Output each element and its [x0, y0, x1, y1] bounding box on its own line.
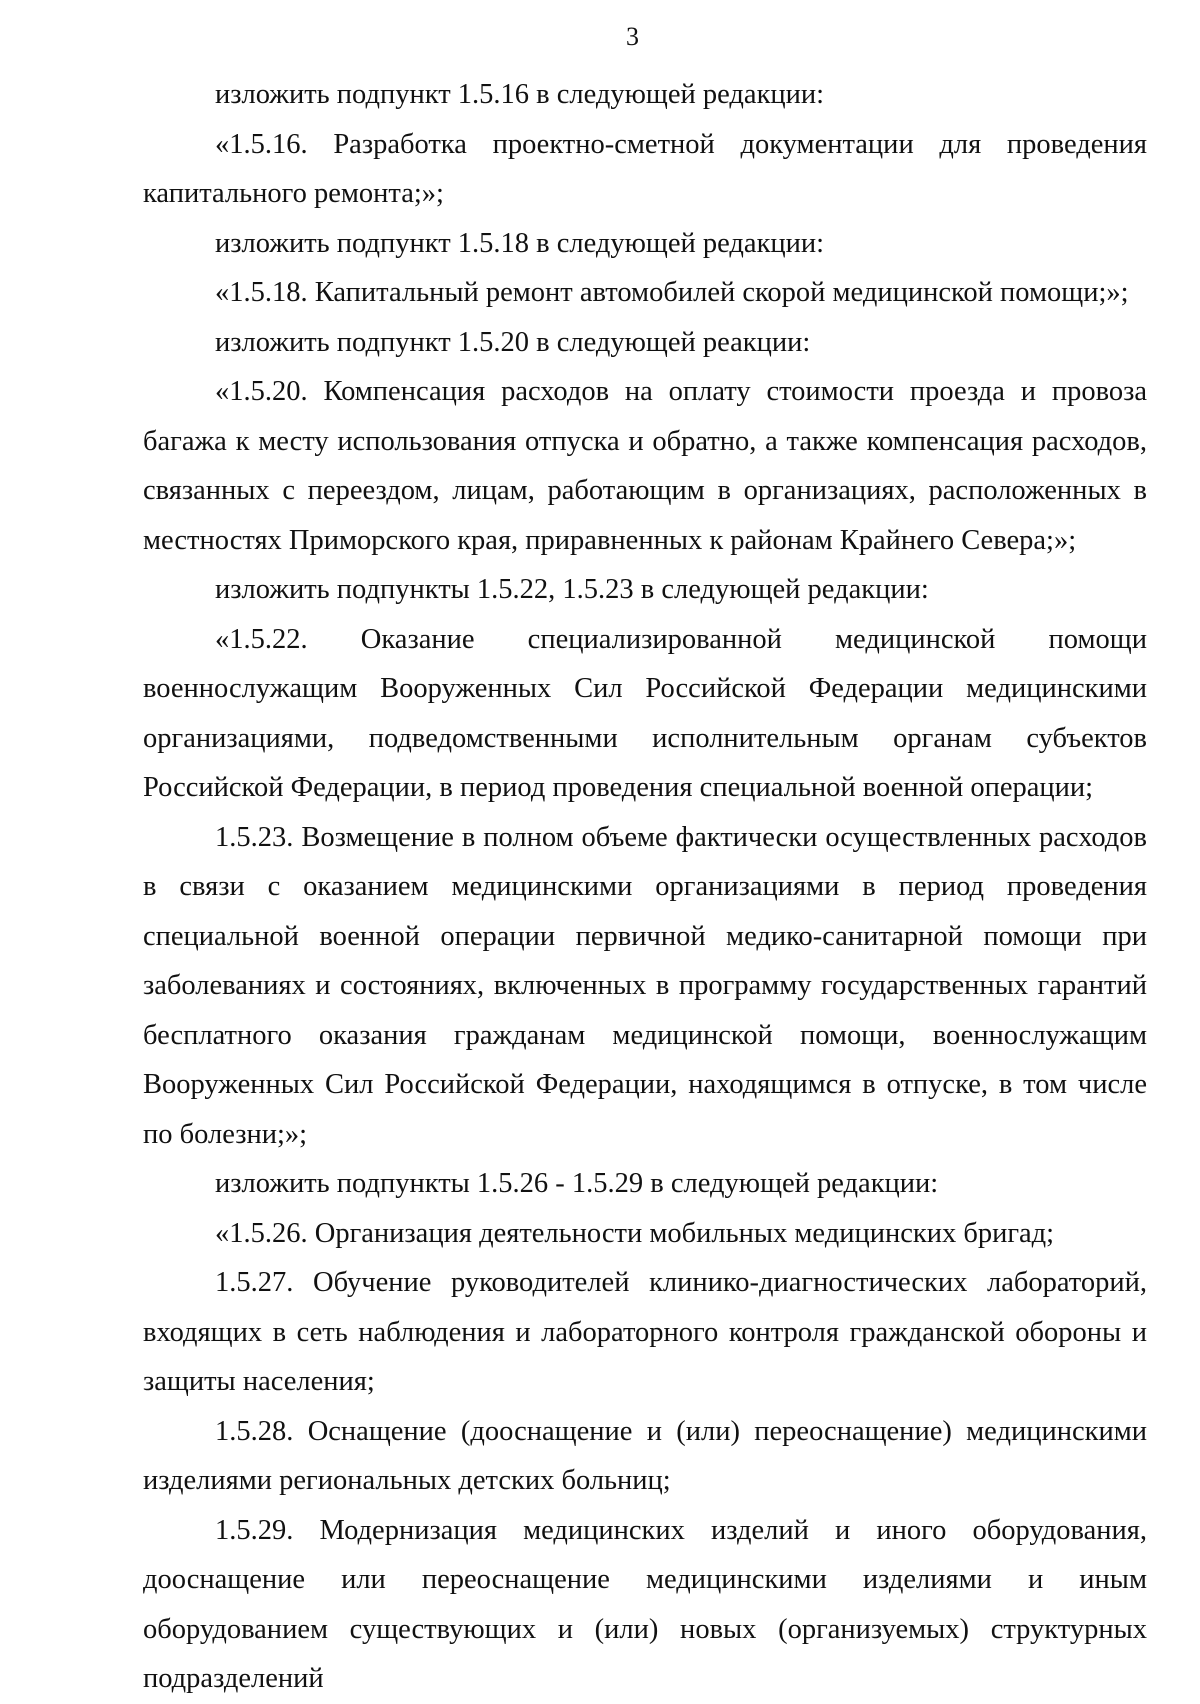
page-number: 3: [626, 22, 639, 51]
paragraph: 1.5.27. Обучение руководителей клинико-диагностических лабораторий, входящих в сеть наблюдения и лабораторного контроля гражданской обороны и защиты населения;: [143, 1267, 1147, 1397]
paragraph: «1.5.18. Капитальный ремонт автомобилей скорой медицинской помощи;»;: [215, 277, 1129, 308]
document-body: [143, 70, 1147, 1704]
paragraph: изложить подпункты 1.5.22, 1.5.23 в следующей редакции:: [215, 574, 929, 605]
paragraph: изложить подпункт 1.5.18 в следующей редакции:: [215, 227, 825, 259]
paragraph: «1.5.20. Компенсация расходов на оплату стоимости проезда и провоза багажа к месту использования отпуска и обратно, а также компенсация расходов, связанных с переездом, лицам, работающим в организациях, расположенных в местностях Приморского края, приравненных к районам Крайнего Севера;»;: [143, 376, 1147, 556]
paragraph: «1.5.16. Разработка проектно-сметной документации для проведения капитального ремонта;»;: [143, 128, 1147, 209]
paragraph: «1.5.26. Организация деятельности мобильных медицинских бригад;: [215, 1217, 1055, 1249]
paragraph: 1.5.23. Возмещение в полном объеме фактически осуществленных расходов в связи с оказанием медицинскими организациями в период проведения специальной военной операции первичной медико-санитарной помощи при заболеваниях и состояниях, включенных в программу государственных гарантий бесплатного оказания гражданам медицинской помощи, военнослужащим Вооруженных Сил Российской Федерации, находящимся в отпуске, в том числе по болезни;»;: [143, 821, 1147, 1150]
paragraph: 1.5.28. Оснащение (дооснащение и (или) переоснащение) медицинскими изделиями региональных детских больниц;: [143, 1415, 1147, 1496]
paragraph: 1.5.29. Модернизация медицинских изделий и иного оборудования, дооснащение или переоснащение медицинскими изделиями и иным оборудованием существующих и (или) новых (организуемых) структурных подразделений: [143, 1514, 1147, 1694]
paragraph: изложить подпункты 1.5.26 - 1.5.29 в следующей редакции:: [215, 1168, 939, 1199]
paragraph: изложить подпункт 1.5.20 в следующей реакции:: [215, 326, 811, 358]
paragraph: «1.5.22. Оказание специализированной медицинской помощи военнослужащим Вооруженных Сил Российской Федерации медицинскими организациями, подведомственными исполнительным органам субъектов Российской Федерации, в период проведения специальной военной операции;: [143, 623, 1147, 803]
paragraph: изложить подпункт 1.5.16 в следующей редакции:: [215, 79, 825, 110]
